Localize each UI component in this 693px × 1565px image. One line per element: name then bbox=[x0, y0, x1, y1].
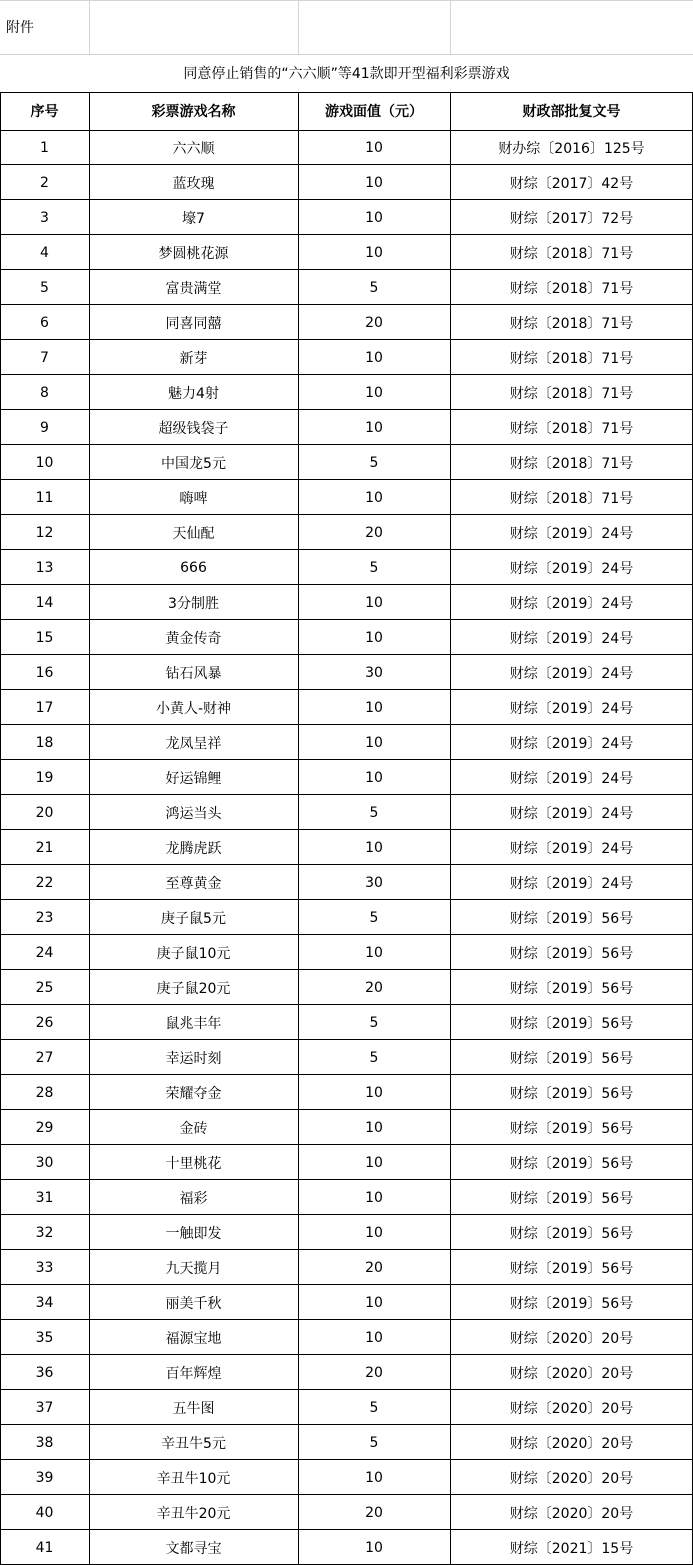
cell-face-value[interactable]: 5 bbox=[369, 454, 379, 471]
cell-approval-doc[interactable]: 财综〔2019〕24号 bbox=[509, 840, 634, 857]
cell-approval-doc[interactable]: 财综〔2019〕56号 bbox=[509, 1120, 634, 1137]
header-game-name[interactable]: 彩票游戏名称 bbox=[151, 104, 236, 120]
table-border bbox=[0, 1144, 693, 1145]
cell-face-value[interactable]: 10 bbox=[365, 629, 383, 646]
cell-index[interactable]: 39 bbox=[35, 1469, 54, 1486]
table-border bbox=[0, 1074, 693, 1075]
table-border bbox=[0, 130, 693, 131]
cell-game-name[interactable]: 中国龙5元 bbox=[161, 455, 226, 472]
cell-index[interactable]: 14 bbox=[35, 594, 54, 611]
table-border bbox=[0, 864, 693, 865]
cell-game-name[interactable]: 天仙配 bbox=[172, 525, 215, 542]
cell-approval-doc[interactable]: 财综〔2019〕56号 bbox=[509, 1225, 634, 1242]
cell-index[interactable]: 7 bbox=[40, 349, 49, 366]
cell-index[interactable]: 25 bbox=[35, 979, 54, 996]
cell-index[interactable]: 16 bbox=[35, 664, 54, 681]
table-border bbox=[0, 1214, 693, 1215]
cell-approval-doc[interactable]: 财综〔2018〕71号 bbox=[509, 245, 634, 262]
cell-game-name[interactable]: 百年辉煌 bbox=[165, 1365, 222, 1382]
table-border bbox=[0, 584, 693, 585]
cell-game-name[interactable]: 福彩 bbox=[179, 1190, 208, 1207]
table-border bbox=[0, 409, 693, 410]
cell-game-name[interactable]: 壕7 bbox=[182, 210, 205, 227]
cell-game-name[interactable]: 辛丑牛5元 bbox=[161, 1435, 226, 1452]
cell-approval-doc[interactable]: 财综〔2018〕71号 bbox=[509, 350, 634, 367]
cell-game-name[interactable]: 文都寻宝 bbox=[165, 1540, 222, 1557]
cell-face-value[interactable]: 10 bbox=[365, 1189, 383, 1206]
cell-face-value[interactable]: 5 bbox=[369, 1014, 379, 1031]
header-face-value[interactable]: 游戏面值（元） bbox=[325, 104, 423, 120]
cell-face-value[interactable]: 10 bbox=[365, 769, 383, 786]
cell-game-name[interactable]: 蓝玫瑰 bbox=[172, 175, 215, 192]
cell-game-name[interactable]: 一触即发 bbox=[165, 1225, 222, 1242]
table-border bbox=[0, 619, 693, 620]
cell-face-value[interactable]: 10 bbox=[365, 944, 383, 961]
cell-face-value[interactable]: 10 bbox=[365, 839, 383, 856]
cell-game-name[interactable]: 嗨啤 bbox=[179, 490, 208, 507]
cell-approval-doc[interactable]: 财综〔2019〕56号 bbox=[509, 1295, 634, 1312]
cell-game-name[interactable]: 超级钱袋子 bbox=[158, 420, 229, 437]
table-border bbox=[0, 1389, 693, 1390]
cell-index[interactable]: 35 bbox=[35, 1329, 54, 1346]
cell-face-value[interactable]: 5 bbox=[369, 909, 379, 926]
cell-game-name[interactable]: 福源宝地 bbox=[165, 1330, 222, 1347]
cell-approval-doc[interactable]: 财综〔2019〕24号 bbox=[509, 875, 634, 892]
cell-face-value[interactable]: 10 bbox=[365, 139, 383, 156]
cell-game-name[interactable]: 庚子鼠5元 bbox=[161, 910, 226, 927]
cell-index[interactable]: 24 bbox=[35, 944, 54, 961]
cell-index[interactable]: 4 bbox=[40, 244, 49, 261]
cell-index[interactable]: 34 bbox=[35, 1294, 54, 1311]
cell-game-name[interactable]: 鼠兆丰年 bbox=[165, 1015, 222, 1032]
cell-face-value[interactable]: 5 bbox=[369, 559, 379, 576]
cell-index[interactable]: 9 bbox=[40, 419, 49, 436]
table-border bbox=[0, 1284, 693, 1285]
cell-approval-doc[interactable]: 财综〔2020〕20号 bbox=[509, 1435, 634, 1452]
cell-face-value[interactable]: 10 bbox=[365, 419, 383, 436]
cell-game-name[interactable]: 幸运时刻 bbox=[165, 1050, 222, 1067]
cell-index[interactable]: 26 bbox=[35, 1014, 54, 1031]
gridline bbox=[89, 0, 90, 54]
cell-face-value[interactable]: 10 bbox=[365, 1084, 383, 1101]
cell-game-name[interactable]: 鸿运当头 bbox=[165, 805, 222, 822]
cell-game-name[interactable]: 新芽 bbox=[179, 350, 208, 367]
table-border bbox=[0, 549, 693, 550]
cell-approval-doc[interactable]: 财综〔2018〕71号 bbox=[509, 455, 634, 472]
cell-face-value[interactable]: 10 bbox=[365, 244, 383, 261]
cell-index[interactable]: 23 bbox=[35, 909, 54, 926]
cell-game-name[interactable]: 金砖 bbox=[179, 1120, 208, 1137]
cell-approval-doc[interactable]: 财综〔2019〕24号 bbox=[509, 700, 634, 717]
cell-approval-doc[interactable]: 财综〔2020〕20号 bbox=[509, 1330, 634, 1347]
cell-approval-doc[interactable]: 财综〔2019〕24号 bbox=[509, 665, 634, 682]
attachment-label[interactable]: 附件 bbox=[6, 20, 34, 36]
cell-face-value[interactable]: 20 bbox=[365, 314, 383, 331]
cell-approval-doc[interactable]: 财综〔2019〕24号 bbox=[509, 560, 634, 577]
table-border bbox=[0, 794, 693, 795]
table-border bbox=[0, 934, 693, 935]
cell-index[interactable]: 32 bbox=[35, 1224, 54, 1241]
cell-game-name[interactable]: 富贵满堂 bbox=[165, 280, 222, 297]
cell-face-value[interactable]: 10 bbox=[365, 734, 383, 751]
cell-face-value[interactable]: 5 bbox=[369, 1049, 379, 1066]
cell-face-value[interactable]: 20 bbox=[365, 1364, 383, 1381]
table-border bbox=[0, 759, 693, 760]
cell-game-name[interactable]: 龙凤呈祥 bbox=[165, 735, 222, 752]
cell-game-name[interactable]: 丽美千秋 bbox=[165, 1295, 222, 1312]
cell-face-value[interactable]: 10 bbox=[365, 1119, 383, 1136]
cell-index[interactable]: 17 bbox=[35, 699, 54, 716]
table-border bbox=[0, 164, 693, 165]
cell-face-value[interactable]: 5 bbox=[369, 1434, 379, 1451]
cell-approval-doc[interactable]: 财综〔2019〕24号 bbox=[509, 735, 634, 752]
table-border bbox=[0, 479, 693, 480]
cell-face-value[interactable]: 20 bbox=[365, 524, 383, 541]
cell-index[interactable]: 31 bbox=[35, 1189, 54, 1206]
cell-approval-doc[interactable]: 财综〔2019〕56号 bbox=[509, 1085, 634, 1102]
cell-game-name[interactable]: 龙腾虎跃 bbox=[165, 840, 222, 857]
table-title[interactable]: 同意停止销售的“六六顺”等41款即开型福利彩票游戏 bbox=[183, 66, 510, 82]
table-border bbox=[450, 92, 451, 1565]
gridline bbox=[0, 54, 693, 55]
cell-approval-doc[interactable]: 财综〔2018〕71号 bbox=[509, 315, 634, 332]
cell-index[interactable]: 27 bbox=[35, 1049, 54, 1066]
cell-index[interactable]: 36 bbox=[35, 1364, 54, 1381]
cell-approval-doc[interactable]: 财综〔2019〕24号 bbox=[509, 595, 634, 612]
cell-index[interactable]: 5 bbox=[40, 279, 49, 296]
cell-approval-doc[interactable]: 财综〔2019〕56号 bbox=[509, 1155, 634, 1172]
cell-game-name[interactable]: 辛丑牛20元 bbox=[156, 1505, 231, 1522]
cell-approval-doc[interactable]: 财综〔2020〕20号 bbox=[509, 1365, 634, 1382]
cell-index[interactable]: 13 bbox=[35, 559, 54, 576]
cell-face-value[interactable]: 20 bbox=[365, 1504, 383, 1521]
cell-game-name[interactable]: 梦圆桃花源 bbox=[158, 245, 229, 262]
cell-game-name[interactable]: 钻石风暴 bbox=[165, 665, 222, 682]
cell-index[interactable]: 33 bbox=[35, 1259, 54, 1276]
cell-game-name[interactable]: 3分制胜 bbox=[168, 595, 219, 612]
cell-approval-doc[interactable]: 财综〔2019〕56号 bbox=[509, 1050, 634, 1067]
table-border bbox=[89, 92, 90, 1565]
cell-approval-doc[interactable]: 财综〔2019〕56号 bbox=[509, 980, 634, 997]
table-border bbox=[0, 1249, 693, 1250]
cell-index[interactable]: 8 bbox=[40, 384, 49, 401]
cell-approval-doc[interactable]: 财综〔2017〕42号 bbox=[509, 175, 634, 192]
cell-game-name[interactable]: 九天揽月 bbox=[165, 1260, 222, 1277]
table-border bbox=[0, 1494, 693, 1495]
cell-index[interactable]: 28 bbox=[35, 1084, 54, 1101]
cell-approval-doc[interactable]: 财综〔2017〕72号 bbox=[509, 210, 634, 227]
cell-game-name[interactable]: 小黄人-财神 bbox=[155, 700, 232, 717]
cell-approval-doc[interactable]: 财综〔2020〕20号 bbox=[509, 1400, 634, 1417]
gridline bbox=[298, 0, 299, 54]
cell-index[interactable]: 15 bbox=[35, 629, 54, 646]
cell-face-value[interactable]: 5 bbox=[369, 1399, 379, 1416]
cell-approval-doc[interactable]: 财综〔2018〕71号 bbox=[509, 420, 634, 437]
cell-face-value[interactable]: 5 bbox=[369, 804, 379, 821]
cell-approval-doc[interactable]: 财综〔2018〕71号 bbox=[509, 280, 634, 297]
table-border bbox=[0, 1424, 693, 1425]
cell-face-value[interactable]: 5 bbox=[369, 279, 379, 296]
cell-approval-doc[interactable]: 财综〔2019〕24号 bbox=[509, 630, 634, 647]
cell-face-value[interactable]: 10 bbox=[365, 1154, 383, 1171]
cell-index[interactable]: 12 bbox=[35, 524, 54, 541]
cell-index[interactable]: 40 bbox=[35, 1504, 54, 1521]
table-border bbox=[0, 339, 693, 340]
table-border bbox=[0, 199, 693, 200]
cell-game-name[interactable]: 六六顺 bbox=[172, 140, 215, 157]
cell-index[interactable]: 6 bbox=[40, 314, 49, 331]
cell-face-value[interactable]: 10 bbox=[365, 489, 383, 506]
cell-game-name[interactable]: 同喜同囍 bbox=[165, 315, 222, 332]
table-border bbox=[0, 1354, 693, 1355]
cell-index[interactable]: 3 bbox=[40, 209, 49, 226]
gridline bbox=[0, 0, 693, 1]
cell-index[interactable]: 18 bbox=[35, 734, 54, 751]
cell-face-value[interactable]: 10 bbox=[365, 1329, 383, 1346]
table-border bbox=[0, 724, 693, 725]
table-border bbox=[0, 304, 693, 305]
cell-approval-doc[interactable]: 财办综〔2016〕125号 bbox=[498, 140, 645, 157]
cell-face-value[interactable]: 20 bbox=[365, 979, 383, 996]
cell-approval-doc[interactable]: 财综〔2020〕20号 bbox=[509, 1470, 634, 1487]
table-border bbox=[0, 654, 693, 655]
table-border bbox=[0, 899, 693, 900]
table-border bbox=[0, 92, 1, 1565]
cell-approval-doc[interactable]: 财综〔2019〕56号 bbox=[509, 945, 634, 962]
cell-index[interactable]: 21 bbox=[35, 839, 54, 856]
cell-game-name[interactable]: 666 bbox=[180, 559, 207, 576]
cell-game-name[interactable]: 五牛图 bbox=[172, 1400, 215, 1417]
cell-face-value[interactable]: 10 bbox=[365, 384, 383, 401]
gridline bbox=[450, 0, 451, 54]
table-border bbox=[0, 829, 693, 830]
header-approval-doc[interactable]: 财政部批复文号 bbox=[522, 104, 621, 120]
table-border bbox=[0, 1179, 693, 1180]
table-border bbox=[0, 444, 693, 445]
table-border bbox=[0, 269, 693, 270]
cell-game-name[interactable]: 至尊黄金 bbox=[165, 875, 222, 892]
cell-game-name[interactable]: 好运锦鲤 bbox=[165, 770, 222, 787]
table-border bbox=[0, 1459, 693, 1460]
cell-face-value[interactable]: 10 bbox=[365, 1469, 383, 1486]
cell-face-value[interactable]: 10 bbox=[365, 1224, 383, 1241]
cell-face-value[interactable]: 20 bbox=[365, 1259, 383, 1276]
cell-face-value[interactable]: 30 bbox=[365, 664, 383, 681]
header-index[interactable]: 序号 bbox=[30, 104, 59, 120]
cell-game-name[interactable]: 辛丑牛10元 bbox=[156, 1470, 231, 1487]
table-border bbox=[0, 514, 693, 515]
table-border bbox=[0, 1319, 693, 1320]
table-border bbox=[298, 92, 299, 1565]
cell-index[interactable]: 2 bbox=[40, 174, 49, 191]
table-border bbox=[0, 92, 693, 93]
table-border bbox=[0, 1039, 693, 1040]
cell-index[interactable]: 37 bbox=[35, 1399, 54, 1416]
table-border bbox=[0, 1529, 693, 1530]
cell-approval-doc[interactable]: 财综〔2018〕71号 bbox=[509, 385, 634, 402]
cell-approval-doc[interactable]: 财综〔2019〕56号 bbox=[509, 1190, 634, 1207]
cell-approval-doc[interactable]: 财综〔2019〕24号 bbox=[509, 805, 634, 822]
cell-approval-doc[interactable]: 财综〔2019〕56号 bbox=[509, 910, 634, 927]
cell-index[interactable]: 29 bbox=[35, 1119, 54, 1136]
cell-index[interactable]: 22 bbox=[35, 874, 54, 891]
table-border bbox=[0, 1109, 693, 1110]
cell-index[interactable]: 19 bbox=[35, 769, 54, 786]
cell-approval-doc[interactable]: 财综〔2019〕56号 bbox=[509, 1260, 634, 1277]
cell-face-value[interactable]: 10 bbox=[365, 699, 383, 716]
cell-index[interactable]: 30 bbox=[35, 1154, 54, 1171]
cell-game-name[interactable]: 黄金传奇 bbox=[165, 630, 222, 647]
cell-index[interactable]: 38 bbox=[35, 1434, 54, 1451]
cell-face-value[interactable]: 10 bbox=[365, 594, 383, 611]
cell-index[interactable]: 41 bbox=[35, 1539, 54, 1556]
cell-index[interactable]: 10 bbox=[35, 454, 54, 471]
cell-index[interactable]: 1 bbox=[40, 139, 49, 156]
cell-game-name[interactable]: 庚子鼠20元 bbox=[156, 980, 231, 997]
table-border bbox=[0, 969, 693, 970]
cell-face-value[interactable]: 10 bbox=[365, 174, 383, 191]
table-border bbox=[0, 374, 693, 375]
cell-approval-doc[interactable]: 财综〔2020〕20号 bbox=[509, 1505, 634, 1522]
cell-game-name[interactable]: 十里桃花 bbox=[165, 1155, 222, 1172]
cell-face-value[interactable]: 10 bbox=[365, 1539, 383, 1556]
cell-approval-doc[interactable]: 财综〔2019〕56号 bbox=[509, 1015, 634, 1032]
cell-face-value[interactable]: 10 bbox=[365, 209, 383, 226]
cell-face-value[interactable]: 10 bbox=[365, 349, 383, 366]
cell-index[interactable]: 20 bbox=[35, 804, 54, 821]
cell-face-value[interactable]: 30 bbox=[365, 874, 383, 891]
table-border bbox=[0, 234, 693, 235]
cell-approval-doc[interactable]: 财综〔2021〕15号 bbox=[509, 1540, 634, 1557]
cell-game-name[interactable]: 荣耀夺金 bbox=[165, 1085, 222, 1102]
cell-index[interactable]: 11 bbox=[35, 489, 54, 506]
cell-face-value[interactable]: 10 bbox=[365, 1294, 383, 1311]
cell-approval-doc[interactable]: 财综〔2019〕24号 bbox=[509, 525, 634, 542]
cell-approval-doc[interactable]: 财综〔2018〕71号 bbox=[509, 490, 634, 507]
cell-game-name[interactable]: 庚子鼠10元 bbox=[156, 945, 231, 962]
cell-approval-doc[interactable]: 财综〔2019〕24号 bbox=[509, 770, 634, 787]
table-border bbox=[0, 689, 693, 690]
cell-game-name[interactable]: 魅力4射 bbox=[168, 385, 219, 402]
table-border bbox=[0, 1004, 693, 1005]
